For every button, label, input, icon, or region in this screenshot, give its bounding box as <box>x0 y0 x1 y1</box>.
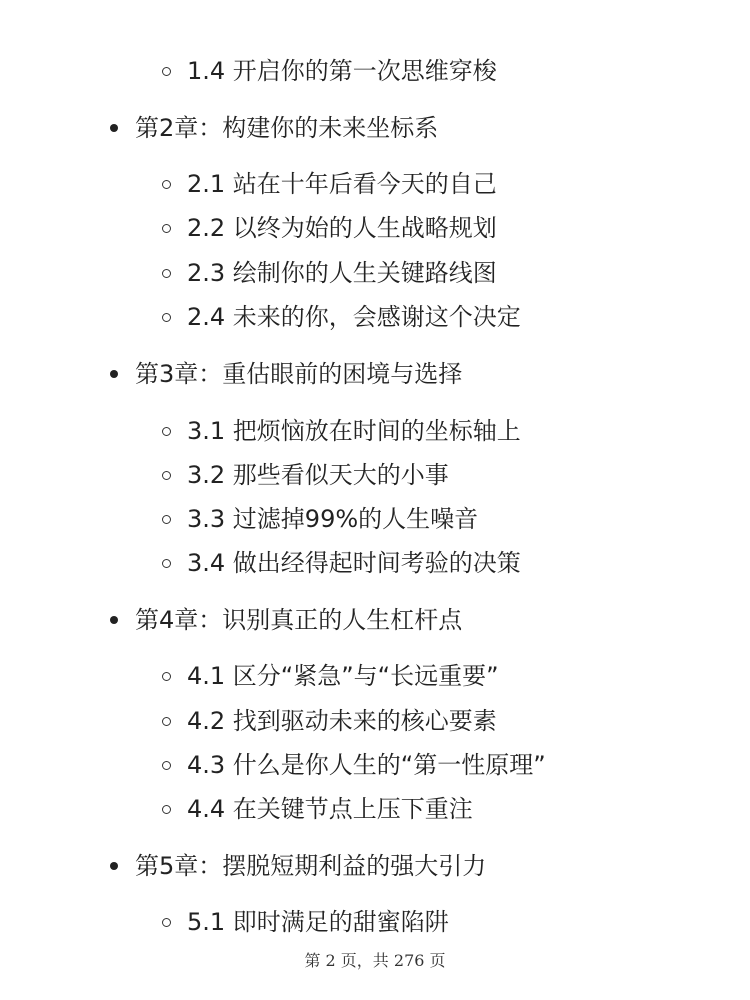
page-number-label: 第 2 页，共 276 页 <box>304 951 446 970</box>
hollow-bullet-icon <box>162 672 171 681</box>
toc-chapter-label: 第2章：构建你的未来坐标系 <box>135 114 439 142</box>
hollow-bullet-icon <box>162 717 171 726</box>
toc-section-4-4 <box>162 793 473 825</box>
toc-chapter-5 <box>110 850 486 882</box>
hollow-bullet-icon <box>162 559 171 568</box>
toc-section-4-2 <box>162 705 497 737</box>
toc-section-label: 4.3 什么是你人生的“第一性原理” <box>187 751 546 779</box>
hollow-bullet-icon <box>162 269 171 278</box>
hollow-bullet-icon <box>162 918 171 927</box>
toc-section-3-4 <box>162 547 521 579</box>
toc-section-label: 4.1 区分“紧急”与“长远重要” <box>187 662 499 690</box>
toc-chapter-label: 第4章：识别真正的人生杠杆点 <box>135 606 463 634</box>
toc-chapter-label: 第3章：重估眼前的困境与选择 <box>135 360 463 388</box>
hollow-bullet-icon <box>162 515 171 524</box>
toc-section-2-2 <box>162 212 497 244</box>
toc-section-3-1 <box>162 415 521 447</box>
toc-chapter-4 <box>110 604 462 636</box>
toc-section-label: 1.4 开启你的第一次思维穿梭 <box>187 57 497 85</box>
hollow-bullet-icon <box>162 427 171 436</box>
toc-section-4-1 <box>162 660 499 692</box>
hollow-bullet-icon <box>162 67 171 76</box>
toc-section-5-1 <box>162 906 449 938</box>
toc-section-2-4 <box>162 301 521 333</box>
toc-section-4-3 <box>162 749 546 781</box>
hollow-bullet-icon <box>162 471 171 480</box>
toc-section-label: 2.3 绘制你的人生关键路线图 <box>187 259 497 287</box>
filled-bullet-icon <box>110 616 118 624</box>
filled-bullet-icon <box>110 124 118 132</box>
toc-section-label: 3.4 做出经得起时间考验的决策 <box>187 549 521 577</box>
filled-bullet-icon <box>110 370 118 378</box>
toc-chapter-label: 第5章：摆脱短期利益的强大引力 <box>135 852 487 880</box>
toc-section-label: 5.1 即时满足的甜蜜陷阱 <box>187 908 449 936</box>
hollow-bullet-icon <box>162 180 171 189</box>
toc-section-label: 3.2 那些看似天大的小事 <box>187 461 449 489</box>
hollow-bullet-icon <box>162 805 171 814</box>
toc-section-2-3 <box>162 257 497 289</box>
hollow-bullet-icon <box>162 761 171 770</box>
toc-chapter-2 <box>110 112 438 144</box>
hollow-bullet-icon <box>162 313 171 322</box>
toc-section-label: 3.3 过滤掉99%的人生噪音 <box>187 505 479 533</box>
toc-section-label: 2.2 以终为始的人生战略规划 <box>187 214 497 242</box>
toc-section-2-1 <box>162 168 497 200</box>
toc-section-3-3 <box>162 503 478 535</box>
filled-bullet-icon <box>110 862 118 870</box>
toc-section-label: 4.4 在关键节点上压下重注 <box>187 795 473 823</box>
toc-section-label: 4.2 找到驱动未来的核心要素 <box>187 707 497 735</box>
hollow-bullet-icon <box>162 224 171 233</box>
toc-section-1-4 <box>162 55 497 87</box>
toc-section-label: 3.1 把烦恼放在时间的坐标轴上 <box>187 417 521 445</box>
toc-section-3-2 <box>162 459 449 491</box>
toc-chapter-3 <box>110 358 462 390</box>
page-footer <box>0 948 750 971</box>
toc-section-label: 2.4 未来的你，会感谢这个决定 <box>187 303 521 331</box>
toc-section-label: 2.1 站在十年后看今天的自己 <box>187 170 497 198</box>
